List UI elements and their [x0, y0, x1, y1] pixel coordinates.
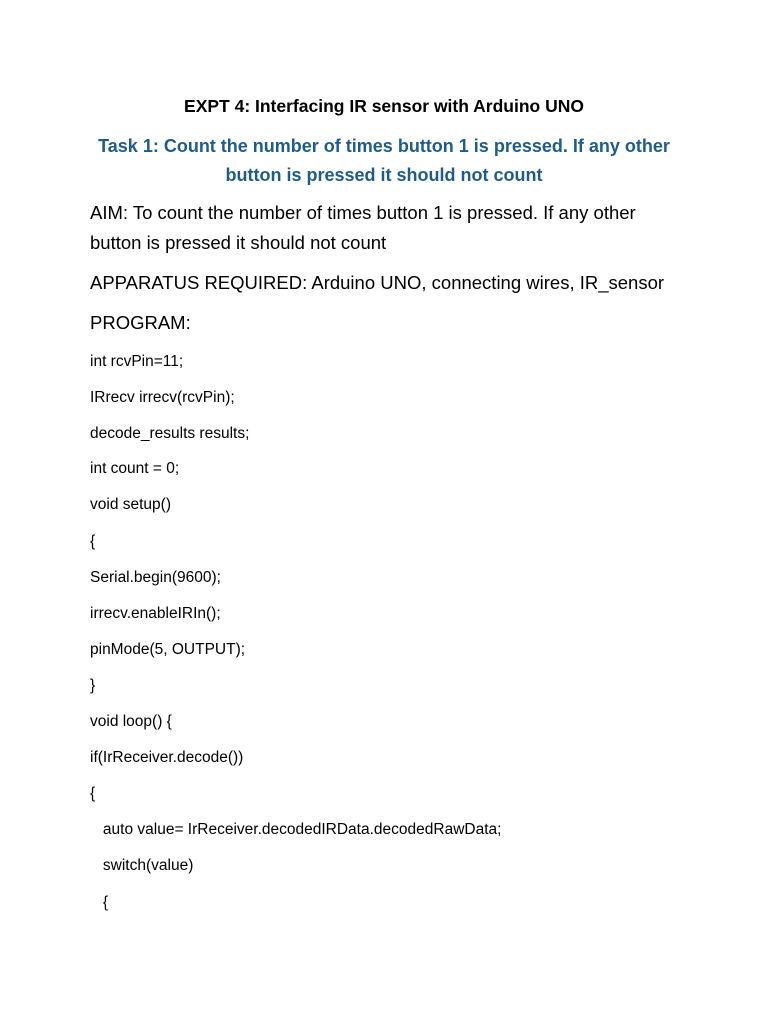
code-line: int rcvPin=11;: [90, 353, 184, 370]
code-line: {: [90, 533, 96, 550]
aim-paragraph: AIM: To count the number of times button 1 is pressed. If any other button is pressed it should not count: [90, 202, 636, 253]
code-line: {: [90, 894, 109, 911]
program-label: PROGRAM:: [90, 312, 191, 333]
code-line: void loop() {: [90, 713, 172, 730]
code-line: if(IrReceiver.decode()): [90, 749, 244, 766]
code-line: }: [90, 677, 96, 694]
code-line: void setup(): [90, 496, 171, 513]
code-line: IRrecv irrecv(rcvPin);: [90, 389, 235, 406]
code-line: decode_results results;: [90, 425, 250, 442]
code-line: {: [90, 785, 96, 802]
task-heading: Task 1: Count the number of times button 1 is pressed. If any other button is pressed it should not count: [98, 136, 670, 185]
apparatus-paragraph: APPARATUS REQUIRED: Arduino UNO, connecting wires, IR_sensor: [90, 272, 665, 293]
code-line: int count = 0;: [90, 460, 180, 477]
code-line: auto value= IrReceiver.decodedIRData.decodedRawData;: [90, 821, 502, 838]
code-line: Serial.begin(9600);: [90, 569, 221, 586]
code-line: pinMode(5, OUTPUT);: [90, 641, 246, 658]
code-line: switch(value): [90, 857, 194, 874]
experiment-title: EXPT 4: Interfacing IR sensor with Arduino UNO: [184, 96, 584, 116]
code-line: irrecv.enableIRIn();: [90, 605, 221, 622]
